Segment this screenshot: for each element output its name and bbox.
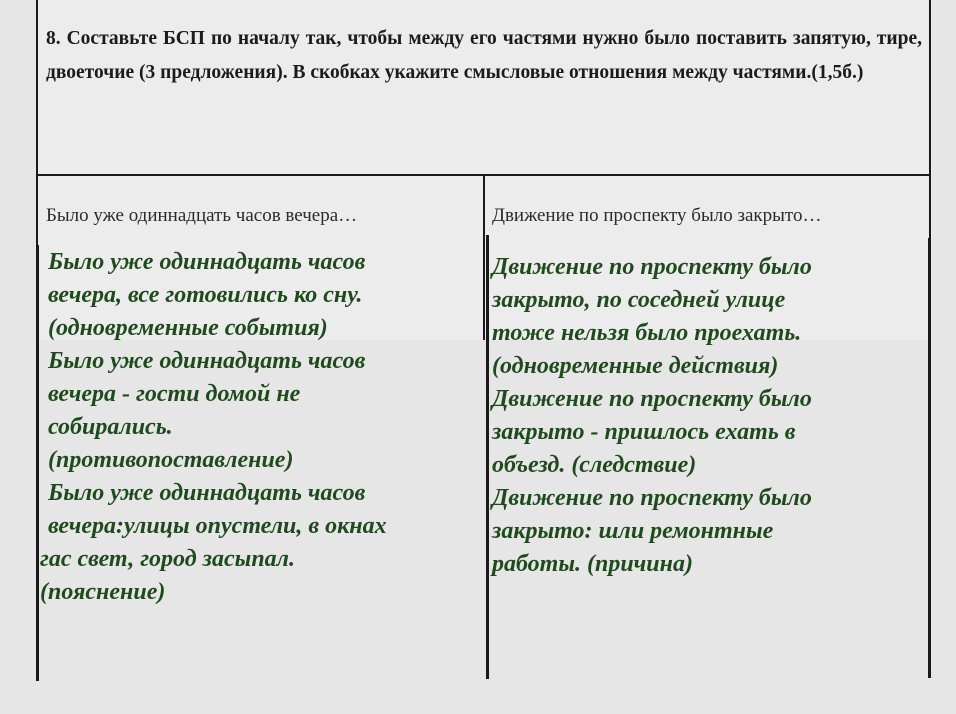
- answer-border-left: [36, 245, 39, 681]
- answer-line: вечера, все готовились ко сну.: [48, 282, 363, 308]
- answer-line: объезд. (следствие): [492, 452, 697, 478]
- answer-line: (пояснение): [40, 579, 166, 605]
- answer-line: Было уже одиннадцать часов: [48, 249, 366, 275]
- answer-line: вечера - гости домой не: [48, 381, 301, 407]
- answer-line: вечера:улицы опустели, в окнах: [48, 513, 387, 539]
- answer-line: (противопоставление): [48, 447, 294, 473]
- answer-line: закрыто, по соседней улице: [492, 287, 786, 313]
- answer-line: гас свет, город засыпал.: [40, 546, 295, 572]
- answer-line: (одновременные события): [48, 315, 328, 341]
- left-column-prompt: Было уже одиннадцать часов вечера…: [46, 205, 358, 226]
- answer-line: работы. (причина): [492, 551, 693, 577]
- table-column-divider-top: [483, 174, 485, 340]
- answer-line: Движение по проспекту было: [492, 254, 812, 280]
- right-column-answers: [492, 251, 812, 581]
- answer-border-middle: [486, 235, 489, 679]
- answer-line: собирались.: [48, 414, 173, 440]
- answer-line: Было уже одиннадцать часов: [48, 348, 366, 374]
- answer-line: тоже нельзя было проехать.: [492, 320, 802, 346]
- answer-line: Движение по проспекту было: [492, 485, 812, 511]
- answer-line: Движение по проспекту было: [492, 386, 812, 412]
- left-column-answers: [40, 246, 387, 609]
- right-column-prompt: Движение по проспекту было закрыто…: [492, 205, 822, 226]
- answer-border-right: [928, 238, 931, 678]
- task-instruction: 8. Составьте БСП по началу так, чтобы между его частями нужно было поставить запятую, тире, двоеточие (3 предложения). В скобках укажите смысловые отношения между частями.(1,5б.): [46, 28, 922, 83]
- answer-line: Было уже одиннадцать часов: [48, 480, 366, 506]
- answer-line: закрыто - пришлось ехать в: [492, 419, 796, 445]
- answer-line: закрыто: шли ремонтные: [492, 518, 774, 544]
- answer-line: (одновременные действия): [492, 353, 779, 379]
